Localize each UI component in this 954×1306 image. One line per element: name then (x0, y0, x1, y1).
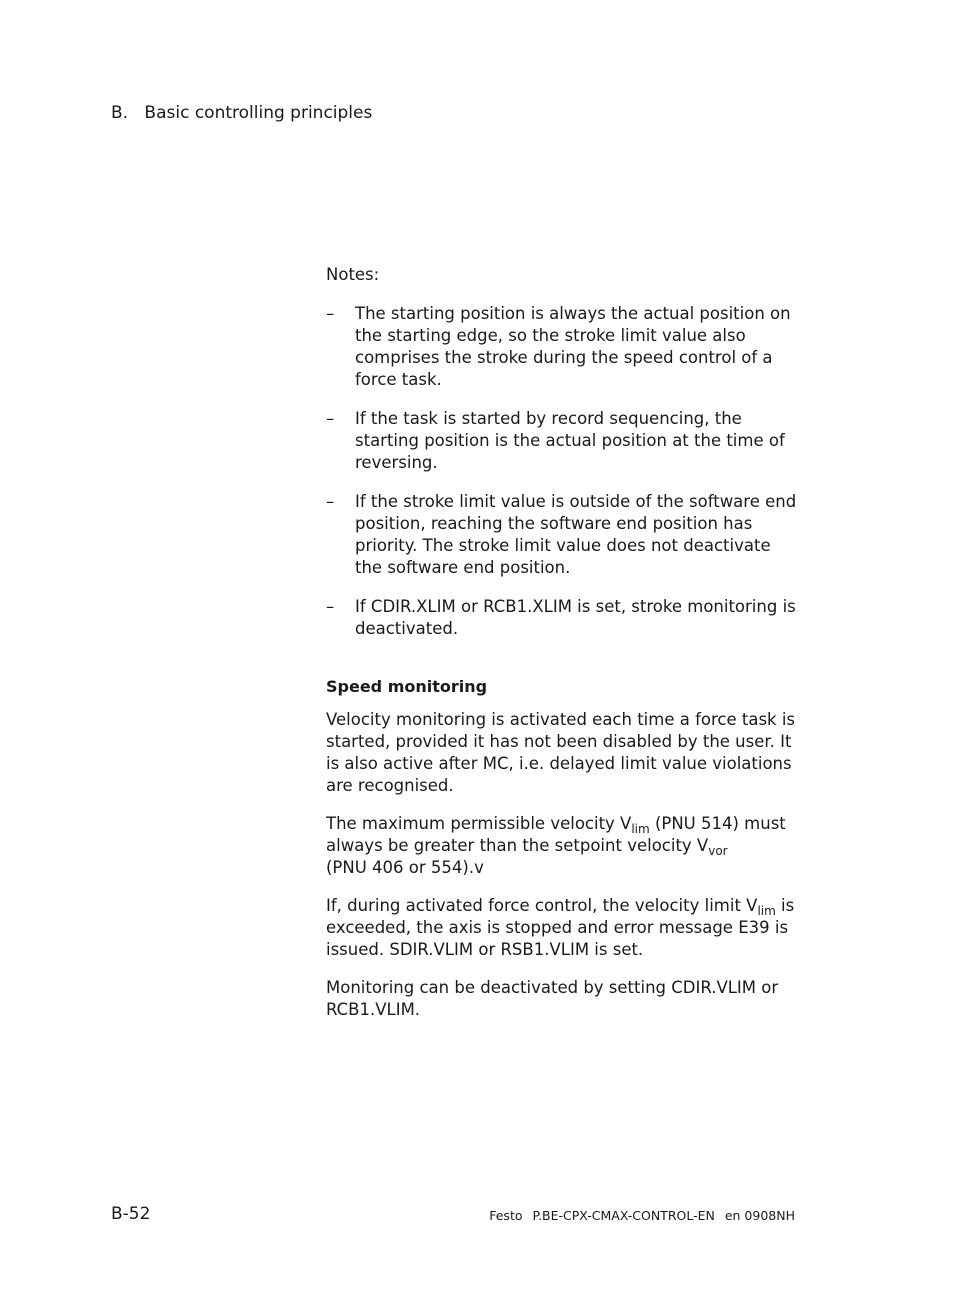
subscript-vor: vor (708, 844, 728, 858)
chapter-title: Basic controlling principles (144, 103, 373, 123)
paragraph-max-velocity (326, 813, 802, 879)
footer-edition: en 0908NH (724, 1208, 795, 1223)
list-item (326, 408, 802, 474)
main-content (326, 264, 802, 1037)
footer-doc-id: P.BE-CPX-CMAX-CONTROL-EN (532, 1208, 715, 1223)
list-item (326, 303, 802, 391)
text-run: (PNU 406 or 554).v (326, 858, 484, 877)
chapter-letter: B. (111, 103, 129, 123)
dash-bullet: – (326, 597, 335, 616)
note-text: If the task is started by record sequencing, the starting position is the actual position at the time of reversing. (355, 409, 785, 472)
paragraph-activation: Velocity monitoring is activated each time a force task is started, provided it has not been disabled by the user. It is also active after MC, i.e. delayed limit value violations are recognised. (326, 710, 796, 795)
paragraph-velocity-limit (326, 895, 802, 961)
footer-info (489, 1207, 795, 1225)
subscript-lim: lim (631, 822, 650, 836)
paragraph-deactivation: Monitoring can be deactivated by setting CDIR.VLIM or RCB1.VLIM. (326, 978, 779, 1019)
subscript-lim: lim (757, 904, 776, 918)
note-text: If CDIR.XLIM or RCB1.XLIM is set, stroke monitoring is deactivated. (355, 597, 796, 638)
text-run: (PNU 514) must always be greater than the setpoint velocity V (326, 814, 786, 855)
text-run: The maximum permissible velocity V (326, 814, 632, 833)
page-number: B-52 (111, 1204, 151, 1224)
list-item (326, 491, 802, 579)
section-heading: Speed monitoring (326, 677, 488, 696)
dash-bullet: – (326, 409, 335, 428)
running-header (111, 102, 372, 124)
note-text: If the stroke limit value is outside of the software end position, reaching the software end position has priority. The stroke limit value does not deactivate the software end position. (355, 492, 797, 577)
notes-list (326, 303, 802, 640)
text-run: If, during activated force control, the velocity limit V (326, 896, 758, 915)
dash-bullet: – (326, 492, 335, 511)
dash-bullet: – (326, 304, 335, 323)
list-item (326, 596, 802, 640)
notes-title: Notes: (326, 265, 380, 284)
footer-company: Festo (489, 1208, 523, 1223)
text-run: is exceeded, the axis is stopped and error message E39 is issued. SDIR.VLIM or RSB1.VLIM is set. (326, 896, 795, 959)
note-text: The starting position is always the actual position on the starting edge, so the stroke limit value also comprises the stroke during the speed control of a force task. (355, 304, 791, 389)
